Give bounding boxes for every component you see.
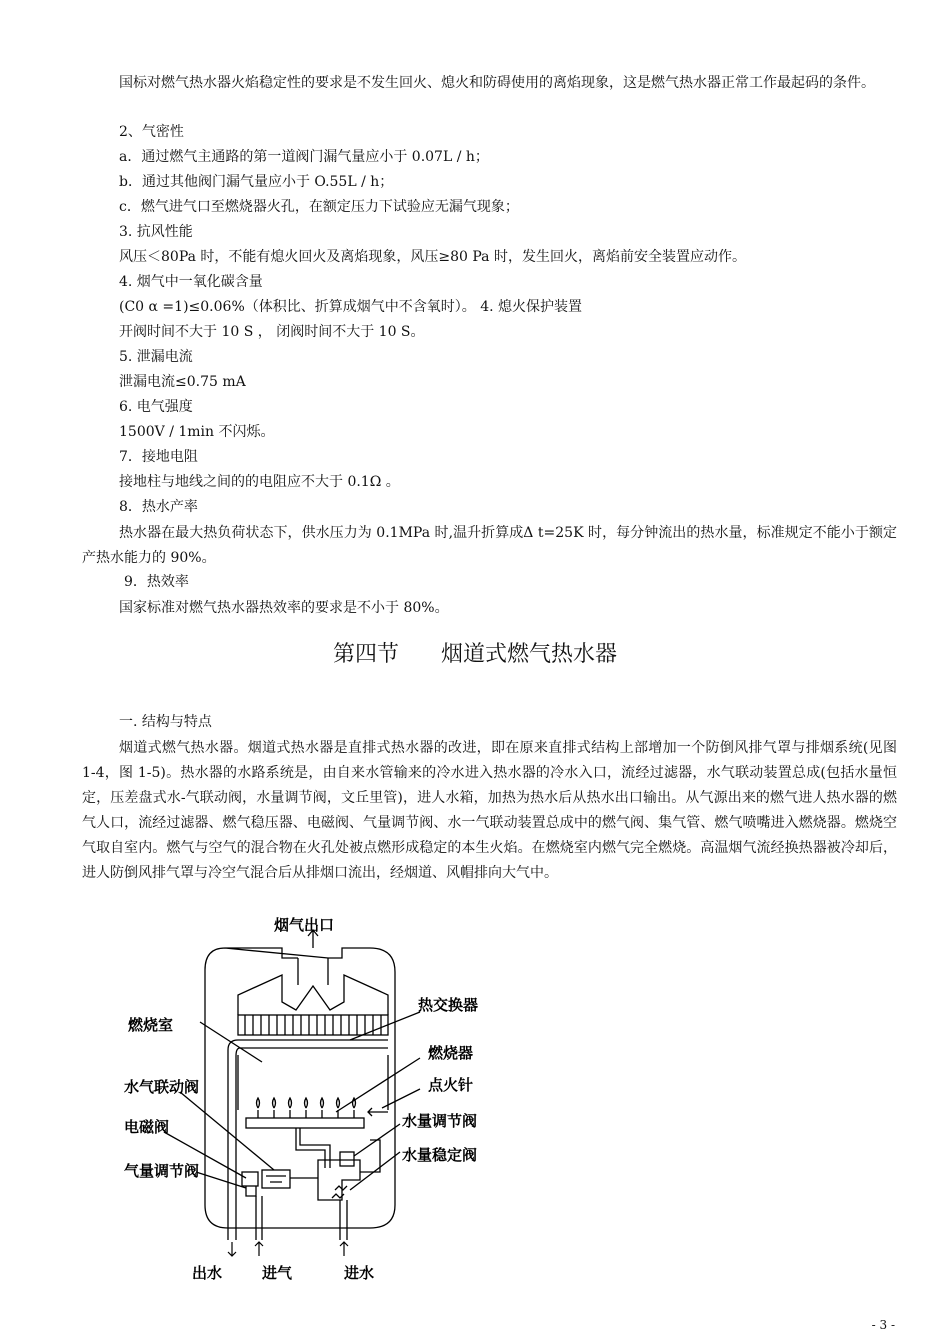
- item-c: c．燃气进气口至燃烧器火孔，在额定压力下试验应无漏气现象；: [119, 199, 519, 215]
- page-number: - 3 -: [871, 1318, 895, 1332]
- electric-strength-text: 1500V / 1min 不闪烁。: [119, 424, 275, 440]
- label-water-regulating-valve: 水量调节阀: [402, 1112, 478, 1130]
- combustion-chamber: [238, 1055, 388, 1110]
- paragraph-flame-stability: 国标对燃气热水器火焰稳定性的要求是不发生回火、熄火和防碍使用的离焰现象，这是燃气热水器正常工作最起码的条件。: [119, 75, 875, 91]
- connector-pipes: [290, 1140, 380, 1178]
- item-hot-water-rate: 8．热水产率: [119, 499, 198, 515]
- arrow-water-out: [228, 1242, 236, 1256]
- item-wind-resistance: 3. 抗风性能: [119, 224, 193, 240]
- item-co-content: 4. 烟气中一氧化碳含量: [119, 274, 263, 290]
- wind-pressure-text: 风压＜80Pa 时，不能有熄火回火及离焰现象，风压≥80 Pa 时，发生回火，离焰前安全装置应动作。: [119, 249, 746, 265]
- solenoid-valve: [242, 1172, 258, 1186]
- igniter: [368, 1108, 388, 1116]
- sub-heading: 一. 结构与特点: [119, 714, 212, 730]
- water-out-pipe: [228, 1165, 236, 1240]
- co-content-text: (C0 α =1)≤0.06%（体积比、折算成烟气中不含氧时）。 4. 熄火保护装置: [119, 299, 582, 315]
- burner-nozzles: [258, 1110, 354, 1118]
- leader-water-stabilizing: [350, 1152, 400, 1190]
- section-title: 烟道式燃气热水器: [441, 642, 618, 667]
- label-water-in: 进水: [344, 1264, 375, 1282]
- item-leakage-current: 5. 泄漏电流: [119, 349, 193, 365]
- label-gas-regulating-valve: 气量调节阀: [124, 1162, 200, 1180]
- leader-burner: [336, 1058, 420, 1112]
- water-stabilizer-coil: [332, 1186, 347, 1198]
- item-electric-strength: 6. 电气强度: [119, 399, 193, 415]
- label-igniter: 点火针: [428, 1076, 474, 1094]
- item-ground-resistance: 7．接地电阻: [119, 449, 198, 465]
- casing-outline: [205, 948, 395, 1228]
- leakage-current-text: 泄漏电流≤0.75 mA: [119, 374, 246, 390]
- leader-heat-exchanger: [350, 1012, 420, 1040]
- linkage-valve-symbol: [266, 1176, 286, 1182]
- arrow-water-in: [340, 1242, 348, 1256]
- paragraph-structure: 烟道式燃气热水器。烟道式热水器是直排式热水器的改进，即在原来直排式结构上部增加一个防倒风排气罩与排烟系统(见图 1-4，图 1-5)。热水器的水路系统是，由自来水管输来的冷水进入热水器的冷水入口，流经过滤器，水气联动装置总成(包括水量恒定，压差盘式水-气联动阀，水量调节阀，文丘里管)，进人水箱，加热为热水后从热水出口输出。从气源出来的燃气进人热水器的燃气人口，流经过滤器、燃气稳压器、电磁阀、气量调节阀、水一气联动装置总成中的燃气阀、集气管、燃气喷嘴进入燃烧器。燃烧空气取自室内。燃气与空气的混合物在火孔处被点燃形成稳定的本生火焰。在燃烧室内燃气完全燃烧。高温烟气流经换热器被冷却后，进人防倒风排气罩与冷空气混合后从排烟口流出，经烟道、风帽排向大气中。: [82, 740, 897, 881]
- item-thermal-efficiency: 9．热效率: [124, 574, 189, 590]
- water-gas-linkage-valve: [262, 1170, 290, 1188]
- label-heat-exchanger: 热交换器: [418, 996, 479, 1014]
- label-flue-outlet: 烟气出口: [274, 916, 335, 934]
- label-combustion-chamber: 燃烧室: [128, 1016, 174, 1034]
- arrow-gas-in: [255, 1242, 263, 1256]
- gas-regulating-valve: [246, 1186, 256, 1196]
- draft-hood: [238, 975, 388, 1015]
- label-water-stabilizing-valve: 水量稳定阀: [402, 1146, 478, 1164]
- ground-resistance-text: 接地柱与地线之间的的电阻应不大于 0.1Ω 。: [119, 474, 400, 490]
- label-gas-in: 进气: [262, 1264, 293, 1282]
- label-solenoid-valve: 电磁阀: [124, 1118, 170, 1136]
- water-in-pipe: [340, 1200, 347, 1240]
- valve-time-text: 开阀时间不大于 10 S ， 闭阀时间不大于 10 S。: [119, 324, 425, 340]
- item-a: a．通过燃气主通路的第一道阀门漏气量应小于 0.07L / h；: [119, 149, 489, 165]
- paragraph-efficiency: 国家标准对燃气热水器热效率的要求是不小于 80%。: [119, 600, 449, 616]
- paragraph-hot-water-rate: 热水器在最大热负荷状态下，供水压力为 0.1MPa 时,温升折算成Δ t=25K 时，每分钟流出的热水量，标准规定不能小于额定产热水能力的 90%。: [82, 525, 897, 566]
- item-b: b．通过其他阀门漏气量应小于 O.55L / h；: [119, 174, 394, 190]
- item-air-tightness: 2、气密性: [119, 124, 184, 140]
- leader-water-regulating: [354, 1124, 400, 1156]
- burner-manifold: [246, 1118, 364, 1128]
- label-water-out: 出水: [192, 1264, 223, 1282]
- heat-exchanger-fins: [245, 1015, 381, 1035]
- flue-pipe: [298, 958, 328, 985]
- water-regulating-valve: [340, 1152, 354, 1166]
- burner-flames: [257, 1098, 356, 1108]
- label-burner: 燃烧器: [428, 1044, 474, 1062]
- section-number: 第四节: [332, 642, 399, 667]
- label-water-gas-valve: 水气联动阀: [124, 1078, 200, 1096]
- gas-supply-pipe: [296, 1128, 330, 1168]
- gas-in-pipe: [256, 1196, 262, 1240]
